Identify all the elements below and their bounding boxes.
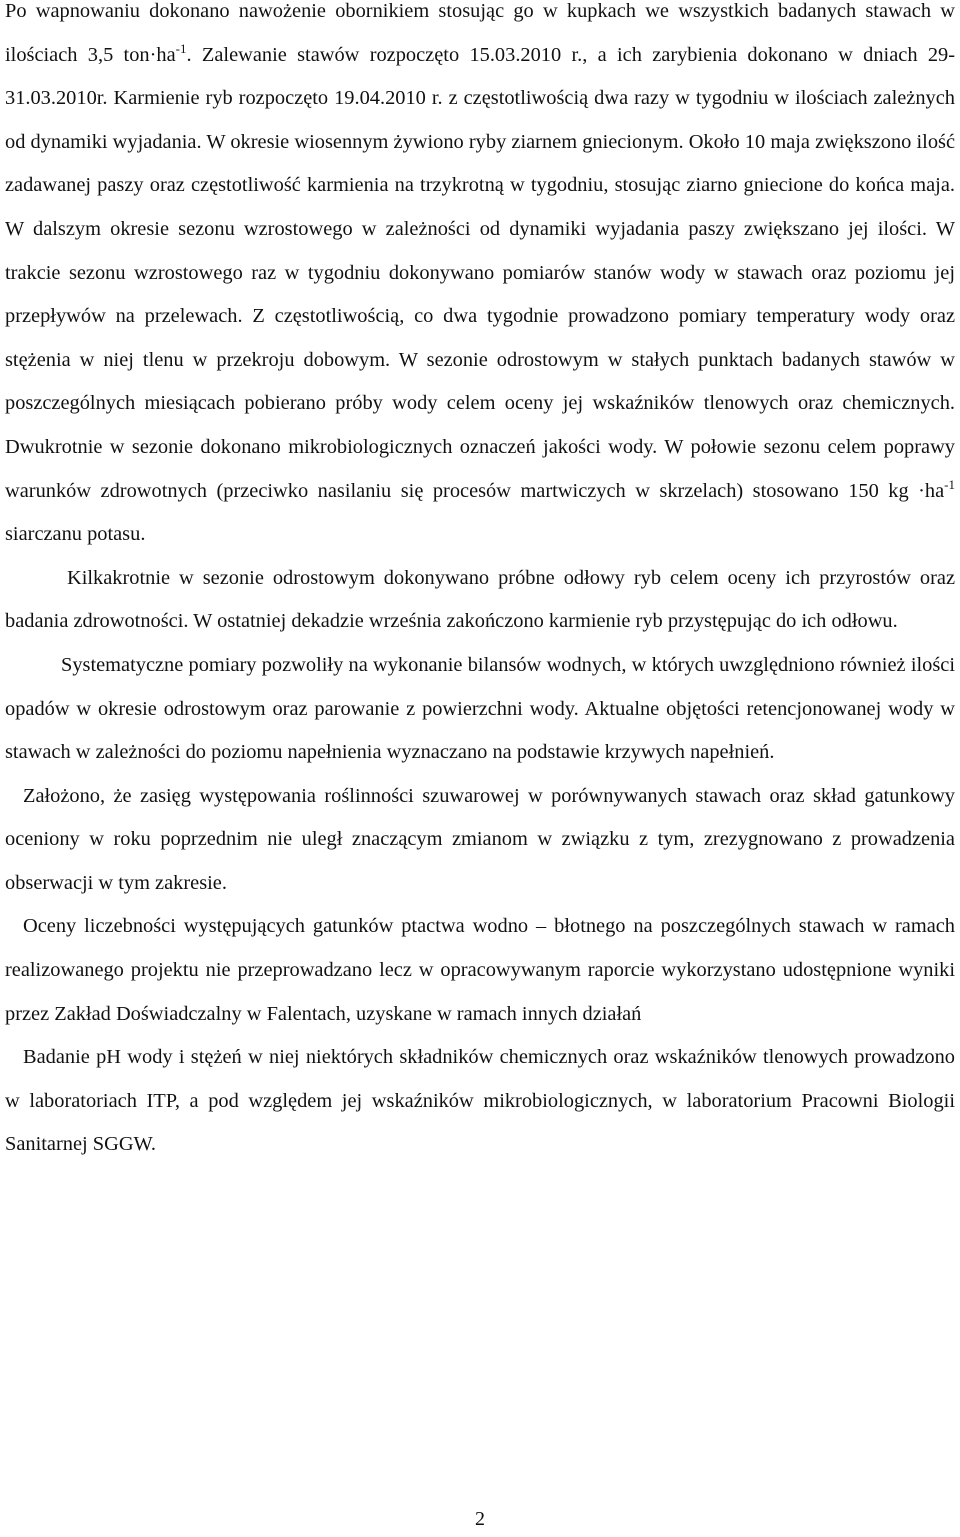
- paragraph-test-catches: Kilkakrotnie w sezonie odrostowym dokonywano próbne odłowy ryb celem oceny ich przyrostów oraz badania zdrowotności. W ostatniej dekadzie września zakończono karmienie ryb przystępując do ich odłowu.: [5, 566, 955, 633]
- paragraph-text: . Zalewanie stawów rozpoczęto 15.03.2010 r., a ich zarybienia dokonano w dniach 29-31.03.2010r. Karmienie ryb rozpoczęto 19.04.2010 r. z częstotliwością dwa razy w tygodniu w ilościach zależnych od dynamiki wyjadania. W okresie wiosennym żywiono ryby ziarnem gniecionym. Około 10 maja zwiększono ilość zadawanej paszy oraz częstotliwość karmienia na trzykrotną w tygodniu, stosując ziarno gniecione do końca maja. W dalszym okresie sezonu wzrostowego w zależności od dynamiki wyjadania paszy zwiększano jej ilości. W trakcie sezonu wzrostowego raz w tygodniu dokonywano pomiarów stanów wody w stawach oraz poziomu jej przepływów na przelewach. Z częstotliwością, co dwa tygodnie prowadzono pomiary temperatury wody oraz stężenia w niej tlenu w przekroju dobowym. W sezonie odrostowym w stałych punktach badanych stawów w poszczególnych miesiącach pobierano próby wody celem oceny jej wskaźników tlenowych oraz chemicznych. Dwukrotnie w sezonie dokonano mikrobiologicznych oznaczeń jakości wody. W połowie sezonu celem poprawy warunków zdrowotnych (przeciwko nasilaniu się procesów martwiczych w skrzelach) stosowano 150 kg ·ha: [5, 43, 955, 502]
- paragraph-birds: Oceny liczebności występujących gatunków ptactwa wodno – błotnego na poszczególnych stawach w ramach realizowanego projektu nie przeprowadzano lecz w opracowywanym raporcie wykorzystano udostępnione wyniki przez Zakład Doświadczalny w Falentach, uzyskane w ramach innych działań: [5, 915, 955, 1025]
- paragraph-text: Po wapnowaniu dokonano nawożenie obornikiem stosując go w kupkach we wszystkich badanych stawach w ilościach 3,5 ton·ha: [5, 0, 955, 66]
- document-page: [5, 0, 955, 1167]
- paragraph-fertilization: [5, 0, 955, 557]
- paragraph-water-balance: Systematyczne pomiary pozwoliły na wykonanie bilansów wodnych, w których uwzględniono również ilości opadów w okresie odrostowym oraz parowanie z powierzchni wody. Aktualne objętości retencjonowanej wody w stawach w zależności do poziomu napełnienia wyznaczano na podstawie krzywych napełnień.: [5, 653, 955, 764]
- page-number: 2: [475, 1508, 485, 1530]
- paragraph-vegetation: Założono, że zasięg występowania roślinności szuwarowej w porównywanych stawach oraz skład gatunkowy oceniony w roku poprzednim nie uległ znaczącym zmianom w związku z tym, zrezygnowano z prowadzenia obserwacji w tym zakresie.: [5, 784, 955, 894]
- superscript: -1: [175, 40, 187, 56]
- paragraph-laboratory: Badanie pH wody i stężeń w niej niektórych składników chemicznych oraz wskaźników tlenowych prowadzono w laboratoriach ITP, a pod względem jej wskaźników mikrobiologicznych, w laboratorium Pracowni Biologii Sanitarnej SGGW.: [5, 1046, 955, 1156]
- paragraph-text: siarczanu potasu.: [5, 523, 146, 546]
- superscript: -1: [944, 476, 955, 492]
